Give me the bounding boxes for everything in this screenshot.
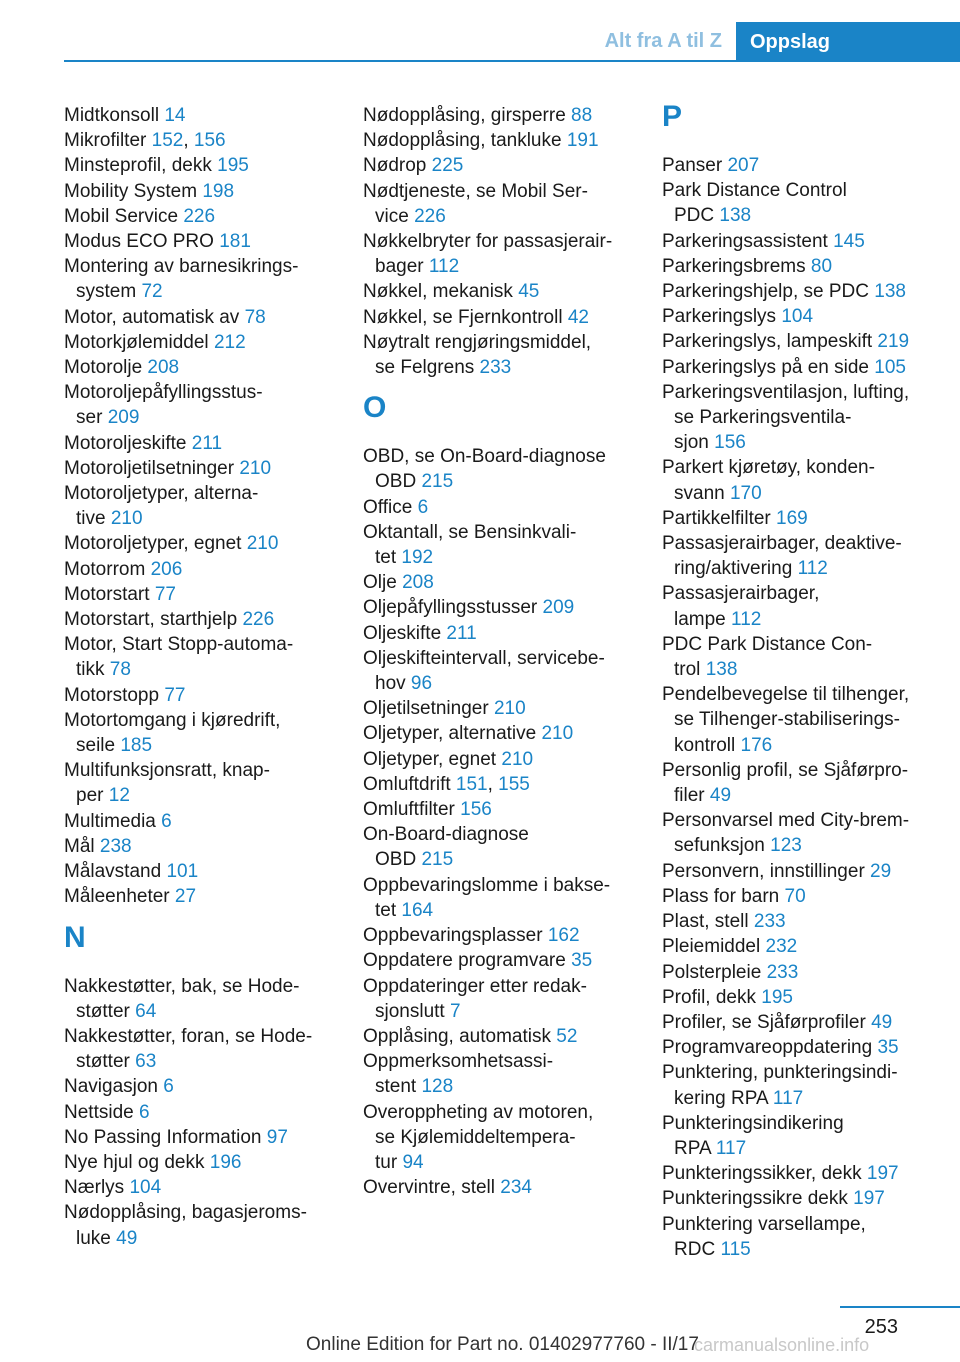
index-term: Omluftdrift xyxy=(363,773,456,795)
index-entry xyxy=(363,873,643,923)
index-entry xyxy=(363,1024,643,1049)
index-entry xyxy=(662,859,952,884)
index-entry xyxy=(64,456,340,481)
page-link[interactable]: 70 xyxy=(784,885,806,907)
page-link[interactable]: 35 xyxy=(877,1037,899,1059)
index-entry xyxy=(64,557,340,582)
index-term: Multimedia xyxy=(64,810,162,832)
index-entry xyxy=(64,531,340,556)
index-term: Polsterpleie xyxy=(662,961,767,983)
index-entry xyxy=(64,330,340,355)
index-term: Multifunksjonsratt, knap- per xyxy=(64,760,270,807)
index-term: Passasjerairbager, lampe xyxy=(662,583,820,630)
index-entry xyxy=(64,1100,340,1125)
header-section-title: Alt fra A til Z xyxy=(604,30,722,52)
page-link[interactable]: 156 xyxy=(193,130,226,152)
page-link[interactable]: 128 xyxy=(421,1076,454,1098)
page-link[interactable]: 225 xyxy=(431,155,464,177)
index-entry xyxy=(64,708,340,758)
page-link[interactable]: 138 xyxy=(705,659,738,681)
page-link[interactable]: 197 xyxy=(866,1163,899,1185)
page-link[interactable]: 138 xyxy=(719,205,752,227)
index-entry xyxy=(64,809,340,834)
index-term: Motortomgang i kjøredrift, seile xyxy=(64,709,281,757)
index-term: Overvintre, stell xyxy=(363,1177,501,1199)
page-link[interactable]: 232 xyxy=(765,936,798,958)
index-entry xyxy=(64,481,340,531)
page-link[interactable]: 210 xyxy=(246,533,279,555)
index-entry xyxy=(662,1161,952,1186)
index-entry xyxy=(64,884,340,909)
edition-text: Online Edition for Part no. 01402977760 - II/17 xyxy=(306,1334,699,1355)
index-entry xyxy=(64,1125,340,1150)
page-link[interactable]: 215 xyxy=(421,849,454,871)
page-link[interactable]: 206 xyxy=(150,558,183,580)
page-link[interactable]: 112 xyxy=(797,558,828,580)
index-term: Programvareoppdatering xyxy=(662,1037,878,1059)
index-term: Oljetyper, alternative xyxy=(363,723,542,745)
index-entry xyxy=(662,1212,952,1262)
page-link[interactable]: 94 xyxy=(402,1151,424,1173)
index-entry xyxy=(64,128,340,153)
index-entry xyxy=(363,822,643,872)
index-entry xyxy=(363,1049,643,1099)
index-entry xyxy=(363,444,643,494)
page-link[interactable]: 6 xyxy=(417,496,429,518)
index-term: Parkert kjøretøy, konden- svann xyxy=(662,457,875,504)
page-link[interactable]: 64 xyxy=(135,1000,157,1022)
index-column-1 xyxy=(64,103,340,1251)
page-link[interactable]: 210 xyxy=(239,457,272,479)
index-term: Motoroljepåfyllingsstus- ser xyxy=(64,382,263,429)
index-entry xyxy=(662,380,952,456)
index-term: Parkeringsventilasjon, lufting, se Parkeringsventila- sjon xyxy=(662,381,910,454)
index-term: Mobil Service xyxy=(64,205,184,227)
index-entry xyxy=(64,1024,340,1074)
page-link[interactable]: 104 xyxy=(129,1177,162,1199)
index-entry xyxy=(363,948,643,973)
page-link[interactable]: 156 xyxy=(460,799,492,821)
index-term: Parkeringsassistent xyxy=(662,230,834,252)
page-link[interactable]: 49 xyxy=(116,1227,138,1249)
index-term: Nærlys xyxy=(64,1177,130,1199)
page-link[interactable]: 35 xyxy=(571,950,593,972)
page-link[interactable]: 80 xyxy=(810,255,833,277)
page-link[interactable]: 226 xyxy=(414,205,446,227)
index-entry xyxy=(363,229,643,279)
index-term: Oljeskifteintervall, servicebe- hov xyxy=(363,647,605,695)
page-link[interactable]: 238 xyxy=(99,835,132,857)
index-term: Parkeringshjelp, se PDC xyxy=(662,281,875,303)
index-entry xyxy=(662,279,952,304)
page-link[interactable]: 210 xyxy=(493,698,526,720)
page-link[interactable]: 45 xyxy=(518,281,540,303)
index-term: Olje xyxy=(363,572,403,594)
page-link[interactable]: 233 xyxy=(766,961,799,983)
page-link[interactable]: 233 xyxy=(479,357,512,379)
index-term: Punktering varsellampe, RDC xyxy=(662,1213,866,1260)
page-link[interactable]: 112 xyxy=(731,608,762,630)
page-link[interactable]: 195 xyxy=(217,155,249,177)
page-header xyxy=(0,0,960,62)
index-term: Montering av barnesikrings- system xyxy=(64,256,299,303)
page-link[interactable]: 196 xyxy=(209,1151,242,1173)
index-entry xyxy=(662,934,952,959)
index-entry xyxy=(662,455,952,505)
index-term: Plast, stell xyxy=(662,911,754,933)
index-term: Modus ECO PRO xyxy=(64,231,220,253)
index-entry xyxy=(662,1186,952,1211)
header-tab: Oppslag xyxy=(736,22,960,62)
page-link[interactable]: 162 xyxy=(547,925,580,947)
page-link[interactable]: 117 xyxy=(715,1137,747,1159)
index-entry xyxy=(363,595,643,620)
index-term: Oktantall, se Bensinkvali- tet xyxy=(363,521,577,569)
index-entry xyxy=(363,1175,643,1200)
index-term: Motorstart, starthjelp xyxy=(64,609,243,631)
index-term: Nye hjul og dekk xyxy=(64,1151,210,1173)
index-term: Nakkestøtter, bak, se Hode- støtter xyxy=(64,975,300,1022)
index-term: Nakkestøtter, foran, se Hode- støtter xyxy=(64,1025,313,1073)
page-link[interactable]: 27 xyxy=(174,886,197,908)
index-entry xyxy=(363,520,643,570)
index-entry xyxy=(363,305,643,330)
index-entry xyxy=(363,747,643,772)
page-link[interactable]: 208 xyxy=(402,572,434,594)
page-link[interactable]: 176 xyxy=(740,734,773,756)
index-term: Punkteringssikre dekk xyxy=(662,1188,854,1210)
index-entry xyxy=(363,772,643,797)
index-entry xyxy=(363,495,643,520)
page-link[interactable]: 195 xyxy=(761,986,793,1008)
index-entry xyxy=(363,179,643,229)
index-term: Motorkjølemiddel xyxy=(64,331,214,353)
footer-rule xyxy=(840,1306,960,1308)
index-term: Nødtjeneste, se Mobil Ser- vice xyxy=(363,180,588,227)
page-link[interactable]: 210 xyxy=(541,723,574,745)
index-entry xyxy=(363,103,643,128)
page-separator: , xyxy=(183,130,194,152)
index-entry xyxy=(64,582,340,607)
page-link[interactable]: 96 xyxy=(410,673,433,695)
index-entry xyxy=(64,431,340,456)
index-entry xyxy=(662,178,952,228)
index-entry xyxy=(363,330,643,380)
index-term: Oppbevaringsplasser xyxy=(363,925,548,947)
index-term: Passasjerairbager, deaktive- ring/aktivering xyxy=(662,533,902,580)
index-term: Office xyxy=(363,496,418,518)
index-entry xyxy=(64,1150,340,1175)
index-term: Oppbevaringslomme i bakse- tet xyxy=(363,874,611,921)
index-term: Panser xyxy=(662,155,728,176)
index-term: Motorrom xyxy=(64,558,151,580)
index-term: Minsteprofil, dekk xyxy=(64,155,218,177)
index-term: Overoppheting av motoren, se Kjølemiddeltempera- tur xyxy=(363,1101,594,1173)
index-entry xyxy=(363,696,643,721)
index-entry xyxy=(662,808,952,858)
index-term: Nødopplåsing, girsperre xyxy=(363,105,572,126)
index-term: Motoroljetyper, egnet xyxy=(64,533,247,555)
index-entry xyxy=(363,974,643,1024)
index-term: Park Distance Control PDC xyxy=(662,180,847,227)
page-link[interactable]: 197 xyxy=(853,1188,885,1210)
index-entry xyxy=(662,682,952,758)
index-term: Parkeringslys xyxy=(662,306,782,328)
index-entry xyxy=(662,531,952,581)
section-letter: N xyxy=(64,920,86,954)
index-term: Nødrop xyxy=(363,155,432,177)
index-term: Omluftfilter xyxy=(363,799,461,821)
page-link[interactable]: 145 xyxy=(833,230,865,252)
page-link[interactable]: 152 xyxy=(151,130,184,152)
index-entry xyxy=(662,153,952,178)
index-entry xyxy=(64,683,340,708)
page-link[interactable]: 226 xyxy=(242,609,275,631)
index-entry xyxy=(662,304,952,329)
page-link[interactable]: 7 xyxy=(449,1000,461,1022)
page-link[interactable]: 12 xyxy=(108,785,130,807)
page-link[interactable]: 14 xyxy=(164,105,186,126)
index-entry xyxy=(363,646,643,696)
index-term: Nødopplåsing, tankluke xyxy=(363,130,567,152)
index-entry xyxy=(64,305,340,330)
index-entry xyxy=(662,1111,952,1161)
index-term: Punkteringssikker, dekk xyxy=(662,1163,867,1185)
page-link[interactable]: 6 xyxy=(138,1101,150,1123)
index-term: Målavstand xyxy=(64,861,167,883)
index-term: Punktering, punkteringsindi- kering RPA xyxy=(662,1062,898,1109)
page-link[interactable]: 138 xyxy=(874,281,906,303)
index-entry xyxy=(363,1100,643,1176)
page-link[interactable]: 212 xyxy=(213,331,246,353)
page-link[interactable]: 181 xyxy=(219,231,251,253)
page-link[interactable]: 164 xyxy=(401,899,434,921)
index-entry xyxy=(662,581,952,631)
page-link[interactable]: 233 xyxy=(753,911,786,933)
index-term: No Passing Information xyxy=(64,1126,267,1148)
index-term: Midtkonsoll xyxy=(64,105,165,126)
page-link[interactable]: 211 xyxy=(446,622,477,644)
page-link[interactable]: 63 xyxy=(135,1051,157,1073)
index-entry xyxy=(64,758,340,808)
page-link[interactable]: 207 xyxy=(727,155,760,176)
index-term: Motoroljeskifte xyxy=(64,432,192,454)
index-term: Mobility System xyxy=(64,180,203,202)
index-term: Motoroljetyper, alterna- tive xyxy=(64,483,259,530)
page-link[interactable]: 6 xyxy=(161,810,172,832)
index-term: On-Board-diagnose OBD xyxy=(363,824,529,871)
index-entry xyxy=(64,254,340,304)
page-link[interactable]: 219 xyxy=(877,331,910,353)
index-entry xyxy=(64,974,340,1024)
index-entry xyxy=(363,923,643,948)
page-link[interactable]: 156 xyxy=(714,432,746,454)
index-entry xyxy=(64,1175,340,1200)
index-entry xyxy=(64,355,340,380)
index-term: OBD, se On-Board-diagnose OBD xyxy=(363,446,606,493)
index-entry xyxy=(662,229,952,254)
page-link[interactable]: 78 xyxy=(109,659,131,681)
index-term: Motorolje xyxy=(64,357,148,379)
page-link[interactable]: 151 xyxy=(455,773,488,795)
index-entry xyxy=(662,355,952,380)
index-term: Oppdateringer etter redak- sjonslutt xyxy=(363,975,587,1022)
index-term: Motorstopp xyxy=(64,684,165,706)
index-column-3 xyxy=(662,100,952,1262)
index-entry xyxy=(64,103,340,128)
index-term: Oljetyper, egnet xyxy=(363,748,502,770)
index-term: Plass for barn xyxy=(662,885,785,907)
page-link[interactable]: 49 xyxy=(871,1011,893,1033)
page-link[interactable]: 101 xyxy=(166,861,199,883)
index-term: Parkeringslys, lampeskift xyxy=(662,331,878,353)
index-term: Parkeringslys på en side xyxy=(662,356,875,378)
page-link[interactable]: 210 xyxy=(110,508,143,530)
page-link[interactable]: 112 xyxy=(428,256,460,278)
page-link[interactable]: 72 xyxy=(141,281,163,303)
index-term: Punkteringsindikering RPA xyxy=(662,1112,844,1159)
index-entry xyxy=(64,834,340,859)
index-entry xyxy=(64,380,340,430)
page-link[interactable]: 29 xyxy=(870,860,892,882)
page-link[interactable]: 185 xyxy=(120,735,153,757)
page-link[interactable]: 155 xyxy=(498,773,530,795)
index-entry xyxy=(64,607,340,632)
index-term: Pendelbevegelse til tilhenger, se Tilhenger-stabiliserings- kontroll xyxy=(662,684,910,756)
page-link[interactable]: 49 xyxy=(709,785,732,807)
index-entry xyxy=(662,506,952,531)
index-term: Pleiemiddel xyxy=(662,936,766,958)
index-term: Nøkkelbryter for passasjerair- bager xyxy=(363,231,613,278)
index-entry xyxy=(662,1060,952,1110)
index-term: Oljeskifte xyxy=(363,622,447,644)
index-entry xyxy=(363,128,643,153)
index-entry xyxy=(662,1010,952,1035)
page-link[interactable]: 115 xyxy=(720,1238,751,1260)
page-link[interactable]: 104 xyxy=(781,306,814,328)
index-term: Profiler, se Sjåførprofiler xyxy=(662,1011,872,1033)
index-term: Parkeringsbrems xyxy=(662,255,811,277)
index-entry xyxy=(64,204,340,229)
index-entry xyxy=(363,797,643,822)
page-link[interactable]: 191 xyxy=(566,130,599,152)
index-term: Partikkelfilter xyxy=(662,507,777,529)
page-link[interactable]: 52 xyxy=(556,1025,578,1047)
index-term: Personvarsel med City-brem- sefunksjon xyxy=(662,810,910,857)
page-link[interactable]: 198 xyxy=(202,180,235,202)
index-entry xyxy=(662,960,952,985)
page-link[interactable]: 209 xyxy=(542,597,575,619)
index-entry xyxy=(64,1074,340,1099)
index-term: Nøkkel, se Fjernkontroll xyxy=(363,306,568,328)
page-link[interactable]: 6 xyxy=(163,1076,174,1098)
page-link[interactable]: 77 xyxy=(154,583,176,605)
page-link[interactable]: 42 xyxy=(567,306,589,328)
index-entry xyxy=(662,632,952,682)
index-entry xyxy=(662,985,952,1010)
page-link[interactable]: 117 xyxy=(772,1087,804,1109)
section-letter: O xyxy=(363,391,387,425)
index-term: Motorstart xyxy=(64,583,155,605)
page-link[interactable]: 208 xyxy=(147,357,180,379)
page-link[interactable]: 169 xyxy=(776,507,808,529)
index-term: Nøytralt rengjøringsmiddel, se Felgrens xyxy=(363,331,592,379)
index-entry xyxy=(64,1200,340,1250)
index-entry xyxy=(662,329,952,354)
index-entry xyxy=(662,909,952,934)
page-link[interactable]: 209 xyxy=(107,407,140,429)
index-entry xyxy=(64,179,340,204)
index-term: Profil, dekk xyxy=(662,986,762,1008)
page-number: 253 xyxy=(864,1316,898,1338)
index-term: Oppdatere programvare xyxy=(363,950,572,972)
index-entry xyxy=(662,758,952,808)
page-link[interactable]: 215 xyxy=(421,471,454,493)
page-link[interactable]: 234 xyxy=(500,1177,532,1199)
index-term: Mål xyxy=(64,835,100,857)
index-entry xyxy=(64,153,340,178)
index-term: Oljetilsetninger xyxy=(363,698,494,720)
index-term: Oppmerksomhetsassi- stent xyxy=(363,1051,554,1098)
index-term: Motor, automatisk av xyxy=(64,306,245,328)
index-entry xyxy=(363,570,643,595)
index-entry xyxy=(662,1035,952,1060)
index-term: Motor, Start Stopp-automa- tikk xyxy=(64,634,294,681)
page-link[interactable]: 226 xyxy=(183,205,216,227)
page-link[interactable]: 123 xyxy=(770,835,802,857)
index-term: Nødopplåsing, bagasjeroms- luke xyxy=(64,1202,307,1249)
index-term: Motoroljetilsetninger xyxy=(64,457,240,479)
index-entry xyxy=(64,229,340,254)
section-letter: P xyxy=(662,100,683,133)
page-separator: , xyxy=(487,773,499,795)
page-link[interactable]: 170 xyxy=(729,482,762,504)
page-link[interactable]: 105 xyxy=(874,356,906,378)
index-term: Opplåsing, automatisk xyxy=(363,1025,557,1047)
index-entry xyxy=(363,279,643,304)
watermark: carmanualsonline.info xyxy=(694,1335,870,1355)
index-term: Navigasjon xyxy=(64,1076,164,1098)
index-term: Nettside xyxy=(64,1101,139,1123)
index-term: Personlig profil, se Sjåførpro- filer xyxy=(662,759,909,807)
page-link[interactable]: 88 xyxy=(571,105,593,126)
page-link[interactable]: 211 xyxy=(191,432,223,454)
page-link[interactable]: 192 xyxy=(401,547,434,569)
index-entry xyxy=(662,254,952,279)
index-term: Oljepåfyllingsstusser xyxy=(363,597,543,619)
index-entry xyxy=(64,859,340,884)
index-term: Nøkkel, mekanisk xyxy=(363,281,519,303)
index-entry xyxy=(363,153,643,178)
page-link[interactable]: 78 xyxy=(244,306,266,328)
page-link[interactable]: 97 xyxy=(266,1126,288,1148)
index-term: Mikrofilter xyxy=(64,130,152,152)
index-entry xyxy=(363,621,643,646)
index-entry xyxy=(363,721,643,746)
index-term: PDC Park Distance Con- trol xyxy=(662,633,873,681)
page-link[interactable]: 77 xyxy=(164,684,186,706)
index-column-2 xyxy=(363,103,643,1200)
index-term: Personvern, innstillinger xyxy=(662,860,871,882)
page-link[interactable]: 210 xyxy=(501,748,534,770)
index-term: Måleenheter xyxy=(64,886,175,908)
index-entry xyxy=(64,632,340,682)
index-entry xyxy=(662,884,952,909)
